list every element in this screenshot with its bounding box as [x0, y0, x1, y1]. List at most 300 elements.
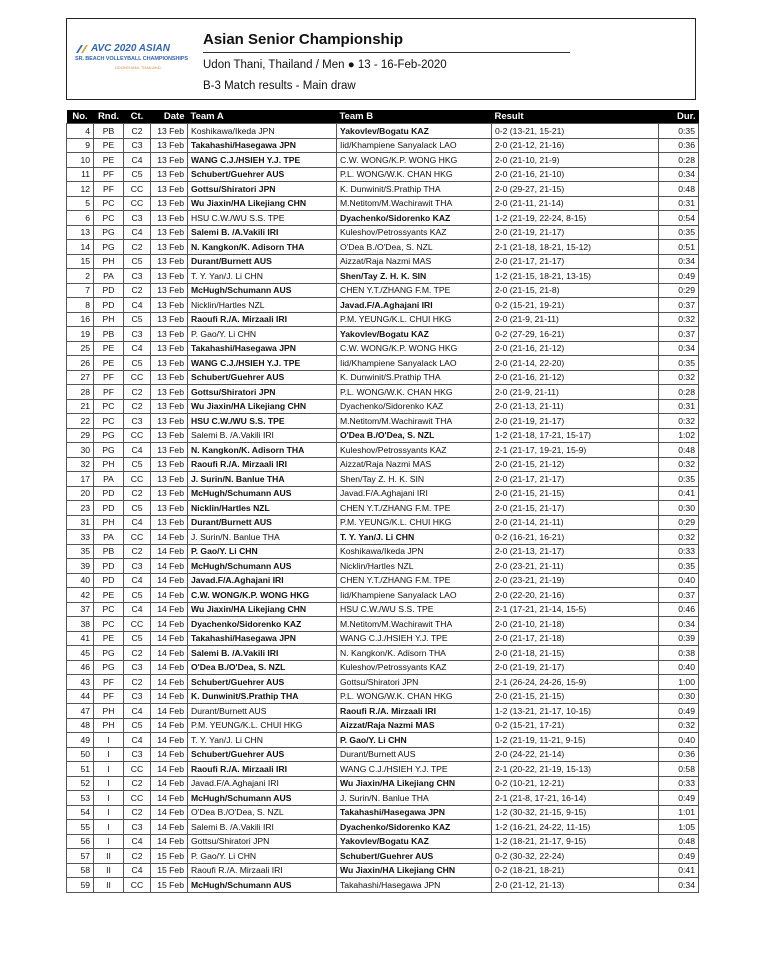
table-row [67, 544, 699, 559]
cell-duration: 0:32 [659, 718, 699, 733]
event-logo [75, 43, 193, 83]
cell-duration: 0:33 [659, 544, 699, 559]
cell-match-number: 46 [67, 660, 94, 675]
cell-duration: 0:49 [659, 704, 699, 719]
cell-round: PD [94, 559, 124, 574]
table-row [67, 341, 699, 356]
cell-match-number: 38 [67, 617, 94, 632]
cell-round: PE [94, 588, 124, 603]
cell-match-number: 21 [67, 399, 94, 414]
table-row [67, 124, 699, 139]
cell-court: C5 [124, 457, 151, 472]
cell-court: C4 [124, 225, 151, 240]
cell-date: 13 Feb [151, 167, 188, 182]
cell-team-b: Wu Jiaxin/HA Likejiang CHN [337, 863, 492, 878]
cell-match-number: 16 [67, 312, 94, 327]
cell-duration: 0:35 [659, 124, 699, 139]
cell-round: PC [94, 617, 124, 632]
cell-date: 14 Feb [151, 646, 188, 661]
cell-court: C4 [124, 443, 151, 458]
cell-duration: 0:36 [659, 138, 699, 153]
cell-round: I [94, 820, 124, 835]
table-row [67, 428, 699, 443]
cell-team-a: Schubert/Guehrer AUS [188, 370, 337, 385]
table-row [67, 153, 699, 168]
cell-team-a: Dyachenko/Sidorenko KAZ [188, 617, 337, 632]
cell-date: 13 Feb [151, 428, 188, 443]
cell-round: PA [94, 472, 124, 487]
cell-round: PE [94, 356, 124, 371]
cell-duration: 0:51 [659, 240, 699, 255]
cell-team-a: Takahashi/Hasegawa JPN [188, 138, 337, 153]
cell-court: C2 [124, 283, 151, 298]
cell-date: 14 Feb [151, 704, 188, 719]
table-row [67, 573, 699, 588]
cell-match-number: 4 [67, 124, 94, 139]
cell-team-b: Aizzat/Raja Nazmi MAS [337, 718, 492, 733]
cell-team-a: Durant/Burnett AUS [188, 704, 337, 719]
cell-round: PA [94, 530, 124, 545]
cell-result: 2-0 (21-13, 21-17) [492, 544, 659, 559]
cell-team-b: Dyachenko/Sidorenko KAZ [337, 399, 492, 414]
cell-match-number: 22 [67, 414, 94, 429]
table-row [67, 718, 699, 733]
cell-duration: 0:54 [659, 211, 699, 226]
cell-court: C4 [124, 573, 151, 588]
cell-result: 2-0 (21-12, 21-16) [492, 138, 659, 153]
cell-round: PH [94, 515, 124, 530]
table-row [67, 689, 699, 704]
cell-match-number: 31 [67, 515, 94, 530]
table-row [67, 501, 699, 516]
cell-match-number: 56 [67, 834, 94, 849]
cell-date: 14 Feb [151, 631, 188, 646]
cell-team-b: CHEN Y.T./ZHANG F.M. TPE [337, 501, 492, 516]
cell-date: 14 Feb [151, 805, 188, 820]
cell-team-b: WANG C.J./HSIEH Y.J. TPE [337, 762, 492, 777]
cell-match-number: 33 [67, 530, 94, 545]
cell-match-number: 20 [67, 486, 94, 501]
cell-court: C3 [124, 747, 151, 762]
cell-team-b: Takahashi/Hasegawa JPN [337, 805, 492, 820]
cell-result: 1-2 (13-21, 21-17, 10-15) [492, 704, 659, 719]
cell-court: C3 [124, 269, 151, 284]
cell-round: II [94, 863, 124, 878]
cell-team-a: N. Kangkon/K. Adisorn THA [188, 240, 337, 255]
cell-court: C4 [124, 341, 151, 356]
cell-team-a: McHugh/Schumann AUS [188, 791, 337, 806]
cell-round: PG [94, 225, 124, 240]
cell-result: 2-1 (21-17, 19-21, 15-9) [492, 443, 659, 458]
cell-match-number: 32 [67, 457, 94, 472]
cell-date: 13 Feb [151, 240, 188, 255]
cell-duration: 0:28 [659, 153, 699, 168]
cell-round: PF [94, 689, 124, 704]
logo-text: AVC 2020 ASIAN [91, 43, 170, 54]
cell-date: 13 Feb [151, 501, 188, 516]
cell-court: C4 [124, 153, 151, 168]
cell-result: 2-0 (29-27, 21-15) [492, 182, 659, 197]
cell-team-a: Gottsu/Shiratori JPN [188, 385, 337, 400]
cell-team-a: Durant/Burnett AUS [188, 254, 337, 269]
cell-result: 2-1 (17-21, 21-14, 15-5) [492, 602, 659, 617]
table-row [67, 312, 699, 327]
cell-court: CC [124, 878, 151, 893]
cell-team-b: Shen/Tay Z. H. K. SIN [337, 472, 492, 487]
cell-team-a: T. Y. Yan/J. Li CHN [188, 733, 337, 748]
cell-duration: 0:29 [659, 515, 699, 530]
cell-date: 13 Feb [151, 182, 188, 197]
cell-duration: 0:40 [659, 733, 699, 748]
cell-team-b: CHEN Y.T./ZHANG F.M. TPE [337, 573, 492, 588]
cell-team-a: WANG C.J./HSIEH Y.J. TPE [188, 153, 337, 168]
cell-match-number: 30 [67, 443, 94, 458]
cell-court: C2 [124, 486, 151, 501]
cell-court: C5 [124, 588, 151, 603]
cell-result: 1-2 (21-19, 11-21, 9-15) [492, 733, 659, 748]
column-header-round: Rnd. [94, 110, 124, 124]
cell-date: 15 Feb [151, 863, 188, 878]
cell-court: C3 [124, 660, 151, 675]
cell-duration: 0:32 [659, 370, 699, 385]
cell-court: C5 [124, 254, 151, 269]
cell-date: 14 Feb [151, 776, 188, 791]
cell-match-number: 50 [67, 747, 94, 762]
cell-date: 15 Feb [151, 878, 188, 893]
cell-team-b: M.Netitom/M.Wachirawit THA [337, 196, 492, 211]
cell-round: PC [94, 211, 124, 226]
cell-round: II [94, 878, 124, 893]
cell-result: 2-0 (21-15, 21-8) [492, 283, 659, 298]
cell-date: 13 Feb [151, 486, 188, 501]
column-header-duration: Dur. [659, 110, 699, 124]
cell-date: 13 Feb [151, 124, 188, 139]
cell-result: 2-0 (21-15, 21-17) [492, 501, 659, 516]
cell-result: 2-1 (20-22, 21-19, 15-13) [492, 762, 659, 777]
cell-match-number: 2 [67, 269, 94, 284]
cell-team-a: HSU C.W./WU S.S. TPE [188, 211, 337, 226]
cell-team-a: J. Surin/N. Banlue THA [188, 472, 337, 487]
cell-duration: 0:31 [659, 196, 699, 211]
cell-duration: 0:34 [659, 167, 699, 182]
table-row [67, 791, 699, 806]
cell-team-b: Yakovlev/Bogatu KAZ [337, 124, 492, 139]
cell-date: 13 Feb [151, 457, 188, 472]
cell-duration: 0:32 [659, 457, 699, 472]
cell-duration: 0:30 [659, 689, 699, 704]
cell-match-number: 58 [67, 863, 94, 878]
cell-round: I [94, 762, 124, 777]
cell-round: PE [94, 138, 124, 153]
cell-court: C3 [124, 138, 151, 153]
cell-match-number: 42 [67, 588, 94, 603]
cell-result: 2-0 (22-20, 21-16) [492, 588, 659, 603]
table-row [67, 138, 699, 153]
cell-round: PD [94, 298, 124, 313]
cell-duration: 0:48 [659, 443, 699, 458]
cell-team-b: WANG C.J./HSIEH Y.J. TPE [337, 631, 492, 646]
cell-match-number: 57 [67, 849, 94, 864]
cell-court: C2 [124, 399, 151, 414]
cell-result: 2-0 (21-15, 21-15) [492, 486, 659, 501]
cell-court: C3 [124, 559, 151, 574]
cell-duration: 0:35 [659, 225, 699, 240]
cell-result: 2-0 (21-11, 21-14) [492, 196, 659, 211]
cell-date: 14 Feb [151, 544, 188, 559]
cell-court: CC [124, 196, 151, 211]
cell-team-a: Koshikawa/Ikeda JPN [188, 124, 337, 139]
cell-round: PE [94, 631, 124, 646]
cell-team-a: Raoufi R./A. Mirzaali IRI [188, 762, 337, 777]
cell-result: 2-0 (21-19, 21-17) [492, 660, 659, 675]
cell-team-b: Yakovlev/Bogatu KAZ [337, 834, 492, 849]
cell-result: 1-2 (30-32, 21-15, 9-15) [492, 805, 659, 820]
cell-result: 0-2 (13-21, 15-21) [492, 124, 659, 139]
column-header-no: No. [67, 110, 94, 124]
cell-match-number: 41 [67, 631, 94, 646]
cell-result: 1-2 (21-18, 17-21, 15-17) [492, 428, 659, 443]
cell-duration: 0:37 [659, 327, 699, 342]
cell-team-b: M.Netitom/M.Wachirawit THA [337, 414, 492, 429]
cell-result: 2-0 (21-9, 21-11) [492, 312, 659, 327]
cell-match-number: 47 [67, 704, 94, 719]
cell-team-b: Javad.F/A.Aghajani IRI [337, 486, 492, 501]
cell-team-a: Schubert/Guehrer AUS [188, 747, 337, 762]
cell-round: I [94, 791, 124, 806]
cell-match-number: 11 [67, 167, 94, 182]
cell-match-number: 15 [67, 254, 94, 269]
cell-court: CC [124, 762, 151, 777]
table-row [67, 660, 699, 675]
table-row [67, 820, 699, 835]
cell-match-number: 12 [67, 182, 94, 197]
cell-date: 13 Feb [151, 370, 188, 385]
cell-result: 2-0 (21-12, 21-13) [492, 878, 659, 893]
cell-round: PD [94, 486, 124, 501]
cell-date: 14 Feb [151, 820, 188, 835]
cell-result: 0-2 (15-21, 17-21) [492, 718, 659, 733]
cell-result: 2-0 (21-16, 21-12) [492, 341, 659, 356]
cell-team-a: Nicklin/Hartles NZL [188, 298, 337, 313]
table-row [67, 733, 699, 748]
cell-result: 1-2 (21-15, 18-21, 13-15) [492, 269, 659, 284]
cell-match-number: 37 [67, 602, 94, 617]
cell-team-a: Javad.F/A.Aghajani IRI [188, 776, 337, 791]
cell-match-number: 55 [67, 820, 94, 835]
cell-result: 2-0 (23-21, 21-11) [492, 559, 659, 574]
cell-date: 14 Feb [151, 733, 188, 748]
cell-round: PB [94, 327, 124, 342]
cell-round: PC [94, 414, 124, 429]
cell-match-number: 48 [67, 718, 94, 733]
cell-result: 2-0 (24-22, 21-14) [492, 747, 659, 762]
cell-court: CC [124, 617, 151, 632]
cell-match-number: 27 [67, 370, 94, 385]
cell-team-a: WANG C.J./HSIEH Y.J. TPE [188, 356, 337, 371]
cell-court: C3 [124, 689, 151, 704]
cell-court: C4 [124, 298, 151, 313]
cell-duration: 0:41 [659, 486, 699, 501]
cell-team-a: N. Kangkon/K. Adisorn THA [188, 443, 337, 458]
cell-round: PD [94, 501, 124, 516]
cell-court: CC [124, 182, 151, 197]
cell-round: I [94, 834, 124, 849]
cell-round: PH [94, 312, 124, 327]
logo-location: UDONTHANI, THAILAND [115, 65, 161, 70]
cell-duration: 0:48 [659, 182, 699, 197]
table-row [67, 631, 699, 646]
cell-team-a: O'Dea B./O'Dea, S. NZL [188, 660, 337, 675]
cell-result: 2-0 (21-14, 21-11) [492, 515, 659, 530]
cell-match-number: 59 [67, 878, 94, 893]
cell-result: 0-2 (10-21, 12-21) [492, 776, 659, 791]
cell-result: 2-0 (21-17, 21-17) [492, 254, 659, 269]
page-title: Asian Senior Championship [203, 31, 404, 48]
table-row [67, 225, 699, 240]
cell-result: 2-0 (21-16, 21-12) [492, 370, 659, 385]
cell-round: PE [94, 153, 124, 168]
cell-date: 15 Feb [151, 849, 188, 864]
cell-duration: 1:00 [659, 675, 699, 690]
cell-team-a: P. Gao/Y. Li CHN [188, 849, 337, 864]
cell-result: 2-0 (21-17, 21-18) [492, 631, 659, 646]
column-header-team-b: Team B [337, 110, 492, 124]
cell-date: 14 Feb [151, 588, 188, 603]
cell-team-a: Salemi B. /A.Vakili IRI [188, 820, 337, 835]
cell-match-number: 53 [67, 791, 94, 806]
cell-result: 2-0 (21-13, 21-11) [492, 399, 659, 414]
cell-duration: 0:46 [659, 602, 699, 617]
cell-court: C4 [124, 834, 151, 849]
cell-round: I [94, 776, 124, 791]
cell-result: 0-2 (27-29, 16-21) [492, 327, 659, 342]
logo-subtext: SR. BEACH VOLLEYBALL CHAMPIONSHIPS [75, 56, 188, 62]
cell-result: 2-0 (21-9, 21-11) [492, 385, 659, 400]
cell-duration: 0:34 [659, 254, 699, 269]
cell-match-number: 51 [67, 762, 94, 777]
table-row [67, 704, 699, 719]
cell-team-a: Salemi B. /A.Vakili IRI [188, 428, 337, 443]
cell-duration: 0:34 [659, 341, 699, 356]
cell-court: C2 [124, 805, 151, 820]
cell-team-a: McHugh/Schumann AUS [188, 559, 337, 574]
cell-match-number: 14 [67, 240, 94, 255]
cell-team-a: McHugh/Schumann AUS [188, 486, 337, 501]
column-header-team-a: Team A [188, 110, 337, 124]
cell-round: PA [94, 269, 124, 284]
cell-round: PD [94, 283, 124, 298]
cell-team-b: Koshikawa/Ikeda JPN [337, 544, 492, 559]
cell-duration: 0:58 [659, 762, 699, 777]
table-row [67, 457, 699, 472]
cell-round: I [94, 747, 124, 762]
cell-date: 13 Feb [151, 341, 188, 356]
cell-duration: 0:33 [659, 776, 699, 791]
cell-date: 13 Feb [151, 254, 188, 269]
table-header-row [67, 110, 699, 124]
cell-date: 14 Feb [151, 689, 188, 704]
cell-result: 2-0 (21-19, 21-17) [492, 225, 659, 240]
cell-duration: 0:32 [659, 312, 699, 327]
cell-round: PG [94, 646, 124, 661]
cell-team-a: McHugh/Schumann AUS [188, 283, 337, 298]
cell-team-a: K. Dunwinit/S.Prathip THA [188, 689, 337, 704]
cell-match-number: 52 [67, 776, 94, 791]
cell-match-number: 7 [67, 283, 94, 298]
cell-court: C2 [124, 849, 151, 864]
column-header-result: Result [492, 110, 659, 124]
cell-team-b: C.W. WONG/K.P. WONG HKG [337, 153, 492, 168]
cell-court: CC [124, 370, 151, 385]
cell-duration: 0:37 [659, 298, 699, 313]
cell-duration: 0:49 [659, 269, 699, 284]
table-row [67, 385, 699, 400]
cell-duration: 0:34 [659, 617, 699, 632]
cell-result: 2-0 (21-14, 22-20) [492, 356, 659, 371]
cell-duration: 0:39 [659, 631, 699, 646]
cell-team-b: Javad.F/A.Aghajani IRI [337, 298, 492, 313]
cell-team-a: Schubert/Guehrer AUS [188, 167, 337, 182]
cell-team-b: Gottsu/Shiratori JPN [337, 675, 492, 690]
cell-team-a: P. Gao/Y. Li CHN [188, 544, 337, 559]
cell-match-number: 35 [67, 544, 94, 559]
cell-team-a: Wu Jiaxin/HA Likejiang CHN [188, 196, 337, 211]
cell-date: 14 Feb [151, 559, 188, 574]
cell-date: 13 Feb [151, 211, 188, 226]
cell-match-number: 5 [67, 196, 94, 211]
cell-round: PG [94, 428, 124, 443]
cell-duration: 1:02 [659, 428, 699, 443]
cell-duration: 0:41 [659, 863, 699, 878]
table-row [67, 196, 699, 211]
cell-court: C4 [124, 602, 151, 617]
cell-round: I [94, 733, 124, 748]
cell-team-b: Raoufi R./A. Mirzaali IRI [337, 704, 492, 719]
cell-match-number: 17 [67, 472, 94, 487]
cell-team-b: CHEN Y.T./ZHANG F.M. TPE [337, 283, 492, 298]
cell-court: C3 [124, 820, 151, 835]
cell-date: 14 Feb [151, 617, 188, 632]
cell-team-a: Raoufi R./A. Mirzaali IRI [188, 457, 337, 472]
cell-team-a: Schubert/Guehrer AUS [188, 675, 337, 690]
cell-date: 13 Feb [151, 327, 188, 342]
table-row [67, 863, 699, 878]
cell-date: 14 Feb [151, 660, 188, 675]
cell-court: C5 [124, 631, 151, 646]
cell-round: PD [94, 573, 124, 588]
cell-date: 14 Feb [151, 573, 188, 588]
cell-court: CC [124, 530, 151, 545]
cell-date: 13 Feb [151, 269, 188, 284]
cell-court: CC [124, 472, 151, 487]
cell-team-b: O'Dea B./O'Dea, S. NZL [337, 240, 492, 255]
results-body [67, 124, 699, 893]
cell-result: 0-2 (15-21, 19-21) [492, 298, 659, 313]
cell-team-b: P.M. YEUNG/K.L. CHUI HKG [337, 312, 492, 327]
cell-date: 13 Feb [151, 443, 188, 458]
cell-team-a: Wu Jiaxin/HA Likejiang CHN [188, 399, 337, 414]
cell-team-b: P.L. WONG/W.K. CHAN HKG [337, 167, 492, 182]
title-divider [203, 52, 570, 53]
cell-match-number: 44 [67, 689, 94, 704]
cell-result: 0-2 (18-21, 18-21) [492, 863, 659, 878]
cell-date: 13 Feb [151, 385, 188, 400]
cell-duration: 0:49 [659, 849, 699, 864]
cell-match-number: 39 [67, 559, 94, 574]
cell-team-a: C.W. WONG/K.P. WONG HKG [188, 588, 337, 603]
cell-duration: 0:49 [659, 791, 699, 806]
cell-team-b: M.Netitom/M.Wachirawit THA [337, 617, 492, 632]
